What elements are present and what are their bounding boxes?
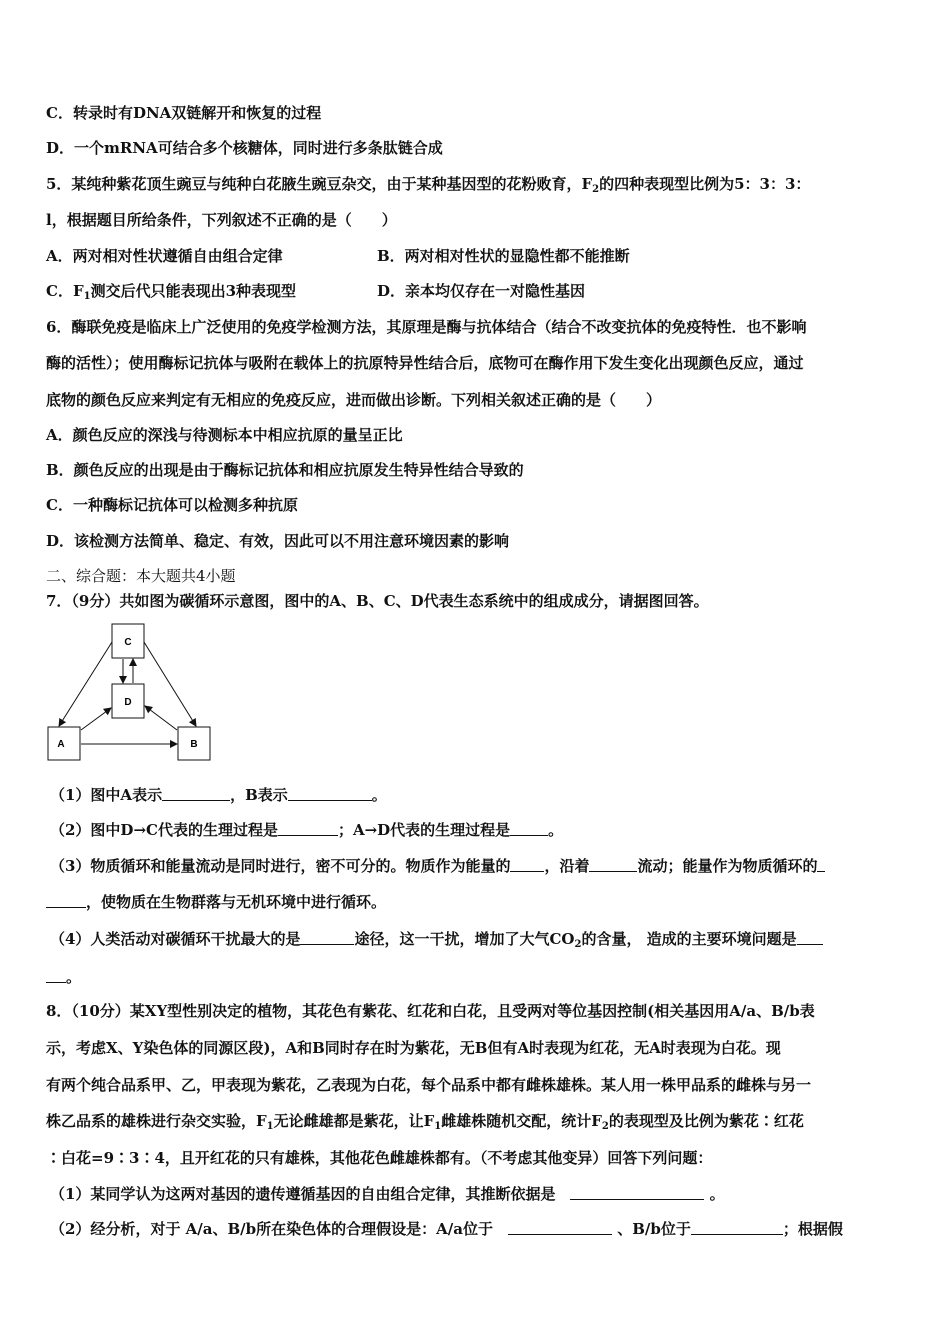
q6-stem-line2: 酶的活性）；使用酶标记抗体与吸附在载体上的抗原特异性结合后，底物可在酶作用下发生变化出现颜色反应，通过 [46, 354, 804, 372]
q6-option-c: C．一种酶标记抗体可以检测多种抗原 [46, 496, 298, 514]
q8-part2: （2）经分析，对于 A/a、B/b所在染色体的合理假设是：A/a位于 、B/b位于 ；根据假 [50, 1220, 843, 1238]
answer-blank[interactable] [817, 857, 825, 872]
q7-part3-line1: （3）物质循环和能量流动是同时进行，密不可分的。物质作为能量的 ，沿着 流动；能量作为物质循环的 [50, 856, 825, 876]
label-d: D [124, 697, 132, 708]
q6-stem-line3: 底物的颜色反应来判定有无相应的免疫反应，进而做出诊断。下列相关叙述正确的是（ ） [46, 391, 662, 409]
q7-part3-line2: ，使物质在生物群落与无机环境中进行循环。 [46, 892, 386, 912]
q6-option-a: A．颜色反应的深浅与待测标本中相应抗原的量呈正比 [46, 426, 403, 444]
answer-blank[interactable] [162, 786, 230, 801]
q8-stem-line5: ∶白花=9∶3∶4，且开红花的只有雄株，其他花色雌雄株都有。（不考虑其他变异）回答下列问题： [46, 1149, 713, 1167]
q8-stem-line3: 有两个纯合品系甲、乙，甲表现为紫花，乙表现为白花，每个品系中都有雌株雄株。某人用一株甲品系的雌株与另一 [46, 1076, 812, 1094]
q7-part2: （2）图中D→C代表的生理过程是 ；A→D代表的生理过程是 。 [50, 821, 564, 839]
arrow-b-to-d [145, 706, 177, 730]
answer-blank[interactable] [508, 1220, 612, 1235]
q5-option-d: D．亲本均仅存在一对隐性基因 [377, 282, 586, 300]
label-a: A [57, 739, 65, 750]
q6-option-d: D．该检测方法简单、稳定、有效，因此可以不用注意环境因素的影响 [46, 532, 510, 550]
answer-blank[interactable] [691, 1220, 783, 1235]
carbon-cycle-diagram [44, 622, 216, 764]
section-heading: 二、综合题：本大题共4小题 [46, 567, 236, 585]
q6-stem-line1: 6．酶联免疫是临床上广泛使用的免疫学检测方法，其原理是酶与抗体结合（结合不改变抗体的免疫特性．也不影响 [46, 318, 807, 336]
q4-option-d: D．一个mRNA可结合多个核糖体，同时进行多条肽链合成 [46, 139, 443, 157]
q6-option-b: B．颜色反应的出现是由于酶标记抗体和相应抗原发生特异性结合导致的 [46, 461, 524, 479]
q5-stem-line1: 5．某纯种紫花顶生豌豆与纯种白花腋生豌豆杂交，由于某种基因型的花粉败育，$F_2$的四种表现型比例为5：3：3： [46, 175, 811, 195]
q8-stem-line2: 示，考虑X、Y染色体的同源区段)，A和B同时存在时为紫花，无B但有A时表现为红花，无A时表现为白花。现 [46, 1039, 781, 1057]
answer-blank[interactable] [46, 893, 86, 908]
q7-part4-line1: （4）人类活动对碳循环干扰最大的是 途径，这一干扰，增加了大气$CO_2$的含量， 造成的主要环境问题是 [50, 929, 823, 949]
answer-blank[interactable] [288, 786, 372, 801]
answer-blank[interactable] [510, 821, 548, 836]
answer-blank[interactable] [278, 821, 338, 836]
q5-option-a: A．两对相对性状遵循自由组合定律 [46, 247, 283, 265]
arrow-a-to-d [81, 708, 111, 730]
answer-blank[interactable] [510, 857, 544, 872]
label-c: C [124, 637, 132, 648]
answer-blank[interactable] [570, 1185, 704, 1200]
answer-blank[interactable] [300, 930, 354, 945]
q8-stem-line1: 8．（10分）某XY型性别决定的植物，其花色有紫花、红花和白花，且受两对等位基因控制(相关基因用A/a、B/b表 [46, 1002, 815, 1020]
q7-stem: 7．（9分）共如图为碳循环示意图，图中的A、B、C、D代表生态系统中的组成成分，请据图回答。 [46, 592, 709, 610]
answer-blank[interactable] [589, 857, 637, 872]
q8-part1: （1）某同学认为这两对基因的遗传遵循基因的自由组合定律，其推断依据是 。 [50, 1185, 725, 1203]
q8-stem-line4: 株乙品系的雄株进行杂交实验，$F_1$无论雌雄都是紫花，让$F_1$雌雄株随机交配，统计$F_2$的表现型及比例为紫花∶红花 [46, 1112, 804, 1132]
q4-option-c: C．转录时有DNA双链解开和恢复的过程 [46, 104, 322, 122]
answer-blank[interactable] [797, 930, 823, 945]
arrow-c-to-b [144, 642, 196, 726]
q5-stem-line2: l，根据题目所给条件，下列叙述不正确的是（ ） [46, 211, 397, 229]
answer-blank[interactable] [46, 968, 66, 983]
q5-option-c: C．$F_1$测交后代只能表现出3种表现型 [46, 282, 297, 302]
q7-part4-line2: 。 [46, 967, 81, 987]
label-b: B [190, 739, 198, 750]
q5-option-b: B．两对相对性状的显隐性都不能推断 [377, 247, 630, 265]
q7-part1: （1）图中A表示 ，B表示 。 [50, 786, 387, 804]
